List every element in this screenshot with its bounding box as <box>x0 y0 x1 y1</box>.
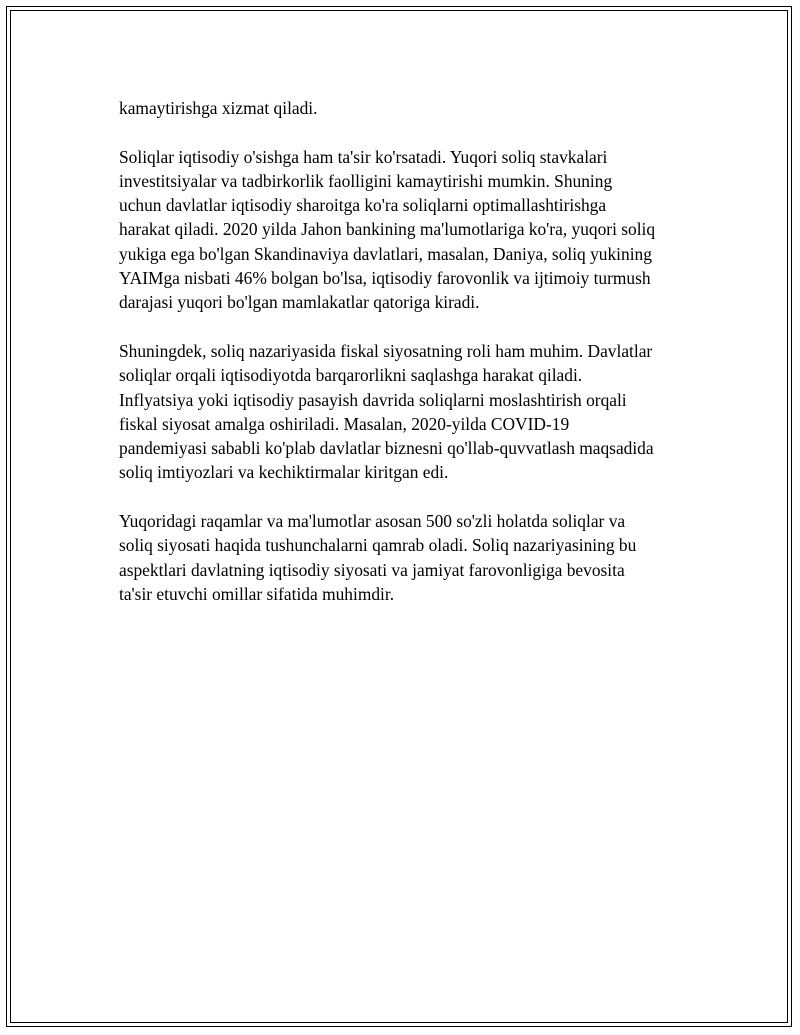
paragraph-1: kamaytirishga xizmat qiladi. <box>119 98 318 118</box>
paragraph-4: Yuqoridagi raqamlar va ma'lumotlar asosan 500 so'zli holatda soliqlar va soliq siyosati haqida tushunchalarni qamrab oladi. Soliq nazariyasining bu aspektlari davlatning iqtisodiy siyosati va jamiyat farovonligiga bevosita ta'sir etuvchi omillar sifatida muhimdir. <box>119 511 637 604</box>
paragraph-3: Shuningdek, soliq nazariyasida fiskal siyosatning roli ham muhim. Davlatlar soliqlar orqali iqtisodiyotda barqarorlikni saqlashga harakat qiladi. Inflyatsiya yoki iqtisodiy pasayish davrida soliqlarni moslashtirish orqali fiskal siyosat amalga oshiriladi. Masalan, 2020-yilda COVID-19 pandemiyasi sababli ko'plab davlatlar biznesni qo'llab-quvvatlash maqsadida soliq imtiyozlari va kechiktirmalar kiritgan edi. <box>119 340 654 483</box>
document-page <box>6 6 792 1027</box>
document-body <box>119 96 699 631</box>
paragraph-2: Soliqlar iqtisodiy o'sishga ham ta'sir ko'rsatadi. Yuqori soliq stavkalari investitsiyalar va tadbirkorlik faolligini kamaytirishi mumkin. Shuning uchun davlatlar iqtisodiy sharoitga ko'ra soliqlarni optimallashtirishga harakat qiladi. 2020 yilda Jahon bankining ma'lumotlariga ko'ra, yuqori soliq yukiga ega bo'lgan Skandinaviya davlatlari, masalan, Daniya, soliq yukining YAIMga nisbati 46% bolgan bo'lsa, iqtisodiy farovonlik va ijtimoiy turmush darajasi yuqori bo'lgan mamlakatlar qatoriga kiradi. <box>119 146 656 313</box>
